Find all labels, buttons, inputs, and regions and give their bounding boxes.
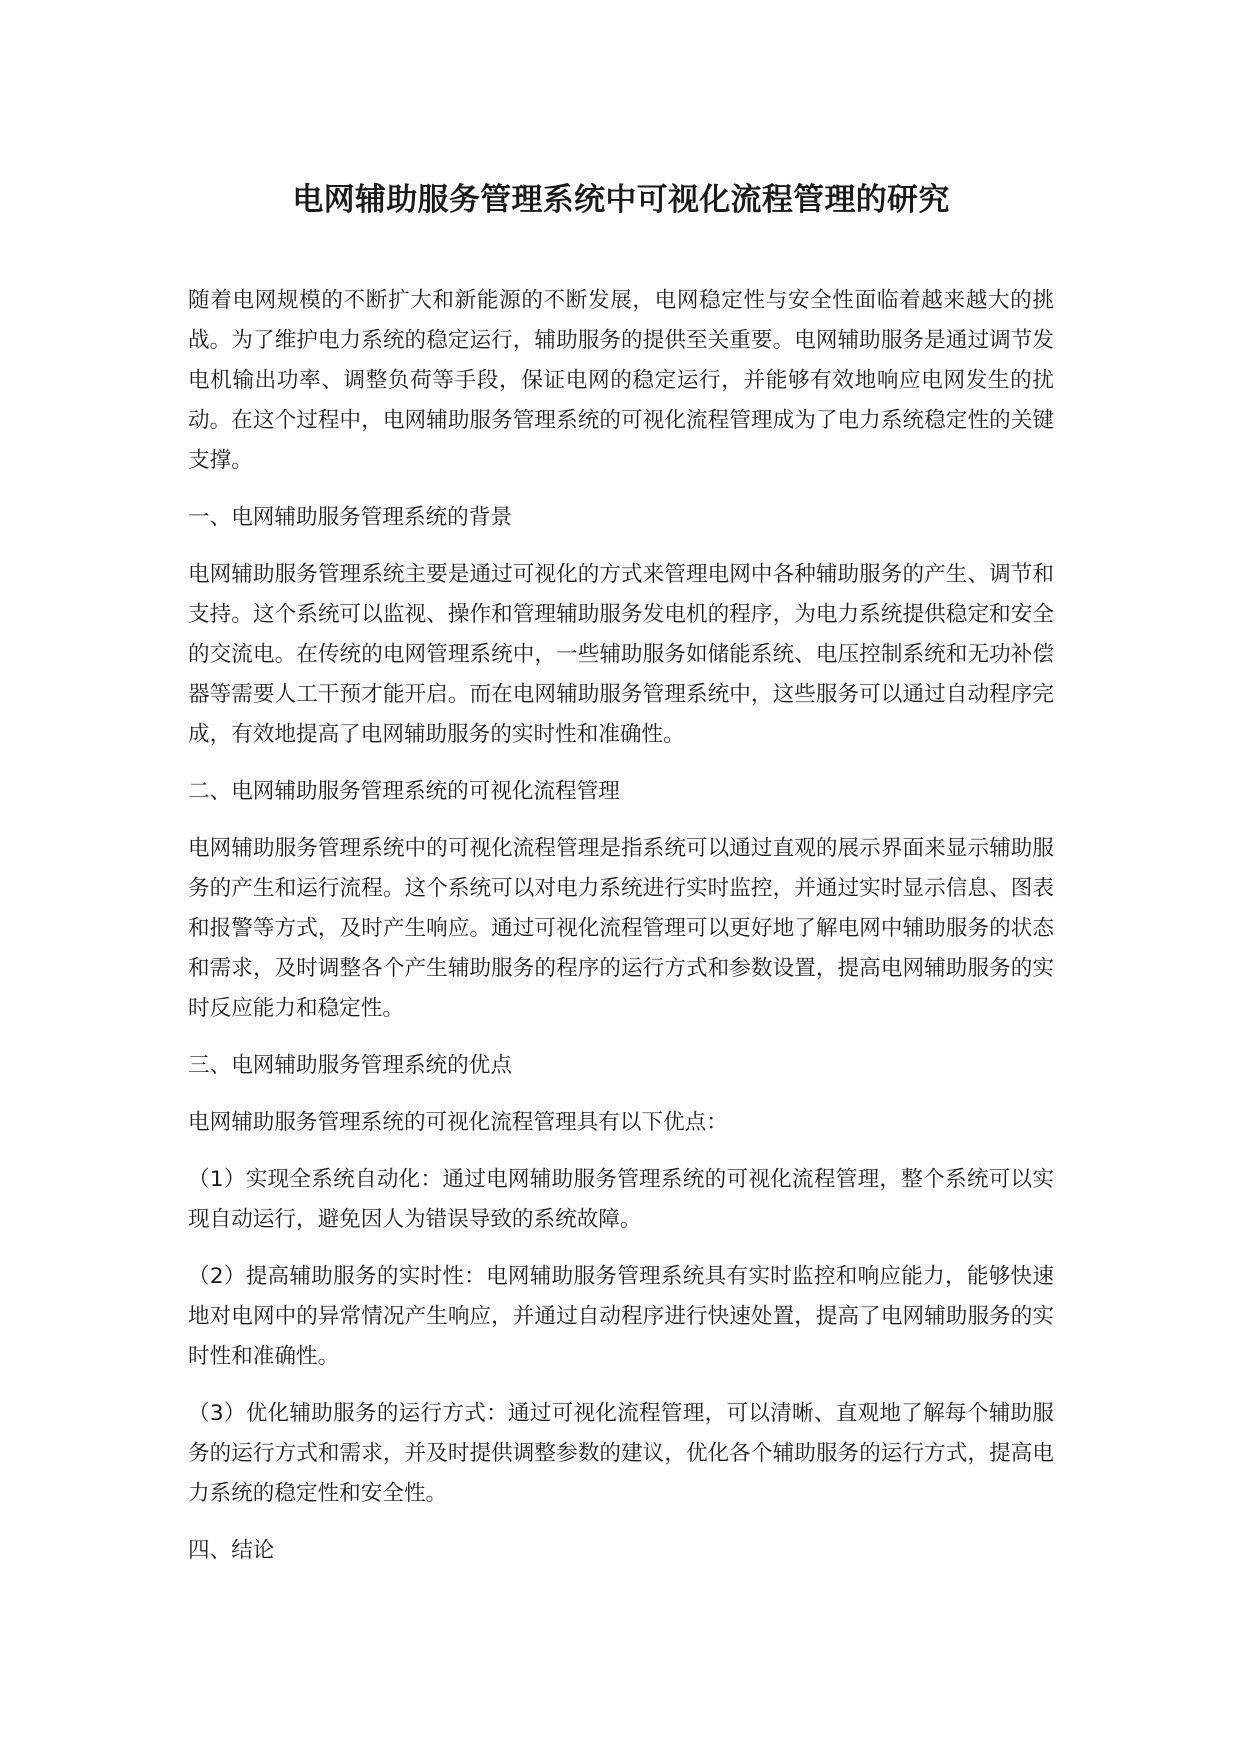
advantages-lead-paragraph: 电网辅助服务管理系统的可视化流程管理具有以下优点：: [188, 1110, 728, 1135]
section-heading-conclusion: 四、结论: [188, 1538, 275, 1563]
section-paragraph-background: 电网辅助服务管理系统主要是通过可视化的方式来管理电网中各种辅助服务的产生、调节和支持。这个系统可以监视、操作和管理辅助服务发电机的程序，为电力系统提供稳定和安全的交流电。在传统的电网管理系统中，一些辅助服务如储能系统、电压控制系统和无功补偿器等需要人工干预才能开启。而在电网辅助服务管理系统中，这些服务可以通过自动程序完成，有效地提高了电网辅助服务的实时性和准确性。: [188, 562, 1054, 747]
document-body: [188, 281, 1054, 1588]
advantage-item-2: （2）提高辅助服务的实时性：电网辅助服务管理系统具有实时监控和响应能力，能够快速地对电网中的异常情况产生响应，并通过自动程序进行快速处置，提高了电网辅助服务的实时性和准确性。: [188, 1264, 1054, 1369]
section-heading-advantages: 三、电网辅助服务管理系统的优点: [188, 1053, 512, 1078]
intro-paragraph: 随着电网规模的不断扩大和新能源的不断发展，电网稳定性与安全性面临着越来越大的挑战。为了维护电力系统的稳定运行，辅助服务的提供至关重要。电网辅助服务是通过调节发电机输出功率、调整负荷等手段，保证电网的稳定运行，并能够有效地响应电网发生的扰动。在这个过程中，电网辅助服务管理系统的可视化流程管理成为了电力系统稳定性的关键支撑。: [188, 288, 1054, 473]
advantage-item-3: （3）优化辅助服务的运行方式：通过可视化流程管理，可以清晰、直观地了解每个辅助服务的运行方式和需求，并及时提供调整参数的建议，优化各个辅助服务的运行方式，提高电力系统的稳定性和安全性。: [188, 1401, 1054, 1506]
advantage-item-1: （1）实现全系统自动化：通过电网辅助服务管理系统的可视化流程管理，整个系统可以实现自动运行，避免因人为错误导致的系统故障。: [188, 1167, 1054, 1232]
section-heading-background: 一、电网辅助服务管理系统的背景: [188, 505, 512, 530]
section-paragraph-visual-process: 电网辅助服务管理系统中的可视化流程管理是指系统可以通过直观的展示界面来显示辅助服务的产生和运行流程。这个系统可以对电力系统进行实时监控，并通过实时显示信息、图表和报警等方式，及时产生响应。通过可视化流程管理可以更好地了解电网中辅助服务的状态和需求，及时调整各个产生辅助服务的程序的运行方式和参数设置，提高电网辅助服务的实时反应能力和稳定性。: [188, 836, 1054, 1021]
document-title: 电网辅助服务管理系统中可视化流程管理的研究: [292, 182, 950, 218]
section-heading-visual-process: 二、电网辅助服务管理系统的可视化流程管理: [188, 779, 620, 804]
